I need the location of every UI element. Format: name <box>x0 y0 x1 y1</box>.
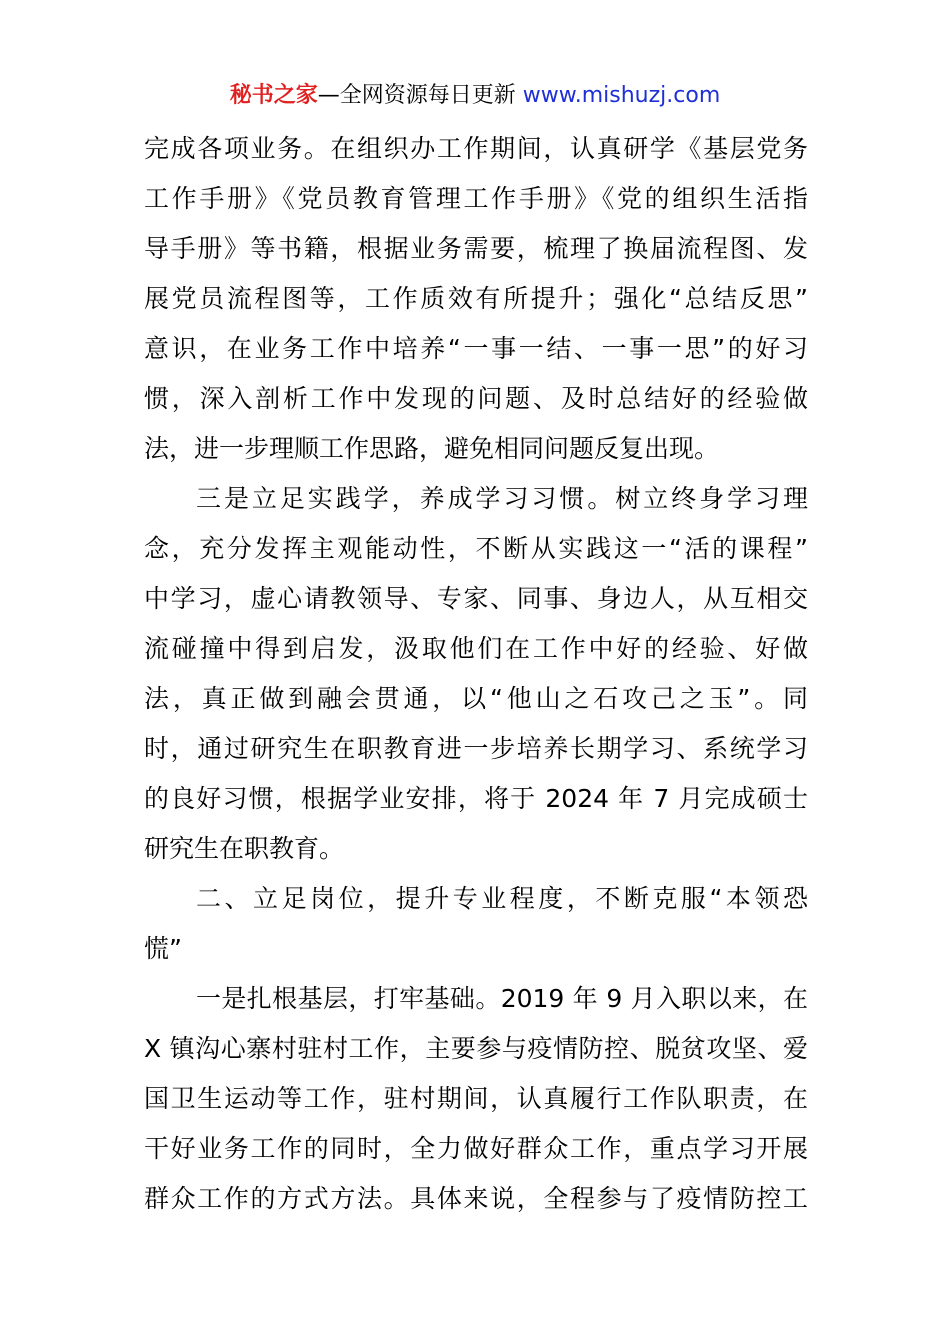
text-line: 念，充分发挥主观能动性，不断从实践这一“活的课程” <box>144 534 808 563</box>
text-line: 意识，在业务工作中培养“一事一结、一事一思”的好习 <box>144 334 808 363</box>
text-line: 法，进一步理顺工作思路，避免相同问题反复出现。 <box>144 434 720 463</box>
text-line: X 镇沟心寨村驻村工作，主要参与疫情防控、脱贫攻坚、爱 <box>144 1034 808 1063</box>
text-line: 法，真正做到融会贯通，以“他山之石攻己之玉”。同 <box>144 684 808 713</box>
paragraph-first-line: 三是立足实践学，养成学习习惯。树立终身学习理 <box>196 484 808 513</box>
text-line: 完成各项业务。在组织办工作期间，认真研学《基层党务 <box>144 134 808 163</box>
text-line: 导手册》等书籍，根据业务需要，梳理了换届流程图、发 <box>144 234 808 263</box>
text-line: 的良好习惯，根据学业安排，将于 2024 年 7 月完成硕士 <box>144 784 808 813</box>
site-url-link[interactable]: www.mishuzj.com <box>522 83 721 108</box>
text-line: 国卫生运动等工作，驻村期间，认真履行工作队职责，在 <box>144 1084 808 1113</box>
section-heading: 二、立足岗位，提升专业程度，不断克服“本领恐 <box>196 884 808 913</box>
document-body <box>144 124 808 1224</box>
text-line: 惯，深入剖析工作中发现的问题、及时总结好的经验做 <box>144 384 808 413</box>
text-line: 工作手册》《党员教育管理工作手册》《党的组织生活指 <box>144 184 808 213</box>
text-line: 研究生在职教育。 <box>144 834 345 863</box>
text-line: 流碰撞中得到启发，汲取他们在工作中好的经验、好做 <box>144 634 808 663</box>
text-line: 干好业务工作的同时，全力做好群众工作，重点学习开展 <box>144 1134 808 1163</box>
section-heading-continued: 慌” <box>144 934 182 963</box>
text-line: 群众工作的方式方法。具体来说，全程参与了疫情防控工 <box>144 1184 808 1213</box>
brand-name: 秘书之家 <box>229 83 318 108</box>
text-line: 展党员流程图等，工作质效有所提升；强化“总结反思” <box>144 284 808 313</box>
text-line: 时，通过研究生在职教育进一步培养长期学习、系统学习 <box>144 734 808 763</box>
paragraph-first-line: 一是扎根基层，打牢基础。2019 年 9 月入职以来，在 <box>196 984 808 1013</box>
header-tagline: —全网资源每日更新 <box>317 83 516 108</box>
text-line: 中学习，虚心请教领导、专家、同事、身边人，从互相交 <box>144 584 808 613</box>
site-header <box>0 80 950 112</box>
